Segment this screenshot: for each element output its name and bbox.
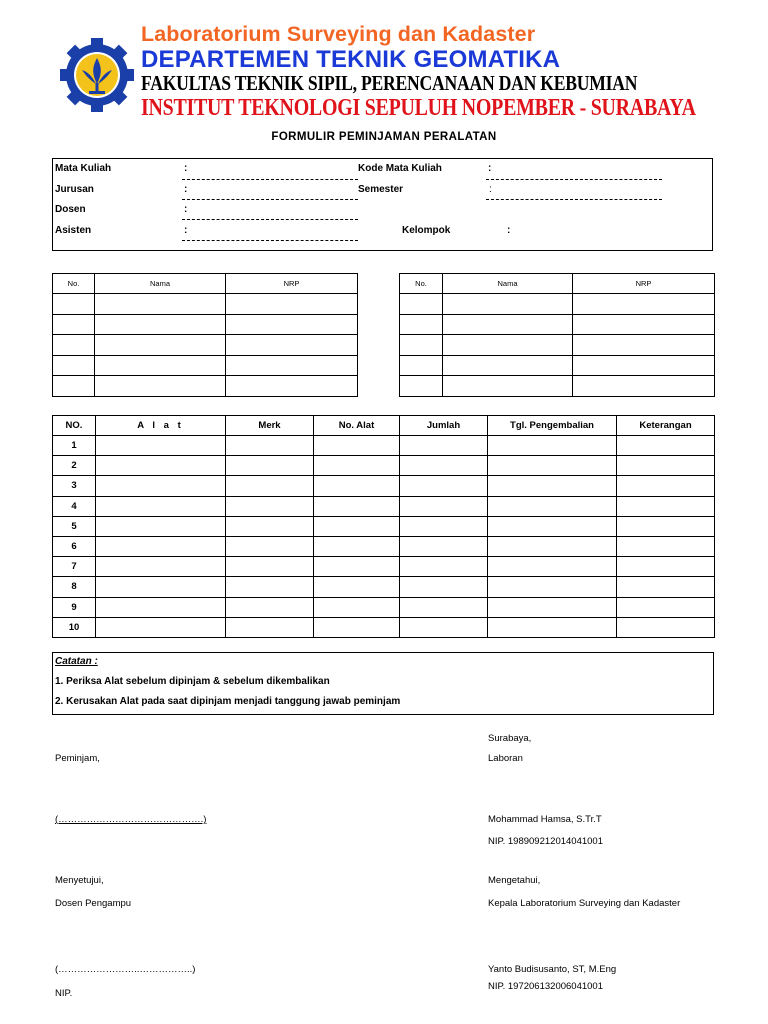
table-cell[interactable] [226, 536, 314, 556]
table-cell[interactable] [226, 335, 358, 356]
table-cell[interactable] [314, 557, 400, 577]
department-name: DEPARTEMEN TEKNIK GEOMATIKA [141, 46, 561, 73]
dosen-field[interactable] [182, 219, 358, 220]
colon: : [507, 225, 511, 236]
table-row [53, 617, 715, 637]
table-cell[interactable] [443, 355, 573, 376]
row-number: 4 [53, 496, 96, 516]
column-header-no: NO. [53, 416, 96, 436]
row-number: 2 [53, 456, 96, 476]
table-cell[interactable] [226, 577, 314, 597]
table-row [53, 294, 358, 315]
table-row [400, 294, 715, 315]
table-cell[interactable] [96, 516, 226, 536]
table-cell[interactable] [226, 456, 314, 476]
table-cell[interactable] [443, 314, 573, 335]
label-kode-mata-kuliah: Kode Mata Kuliah [358, 163, 442, 174]
lab-staff-nip: NIP. 198909212014041001 [488, 836, 603, 847]
column-header-tgl-pengembalian: Tgl. Pengembalian [488, 416, 617, 436]
table-cell[interactable] [617, 617, 715, 637]
its-logo [58, 36, 136, 114]
table-cell[interactable] [53, 335, 95, 356]
table-cell[interactable] [400, 456, 488, 476]
column-header-keterangan: Keterangan [617, 416, 715, 436]
table-cell[interactable] [617, 476, 715, 496]
jurusan-field[interactable] [182, 199, 358, 200]
table-cell[interactable] [400, 597, 488, 617]
faculty-name: FAKULTAS TEKNIK SIPIL, PERENCANAAN DAN KEBUMIAN [141, 71, 638, 95]
row-number: 6 [53, 536, 96, 556]
column-header: NRP [226, 274, 358, 294]
table-cell[interactable] [226, 376, 358, 397]
table-cell[interactable] [226, 617, 314, 637]
colon: : [184, 204, 188, 215]
table-cell[interactable] [488, 577, 617, 597]
column-header: NRP [573, 274, 715, 294]
column-header-no-alat: No. Alat [314, 416, 400, 436]
table-cell[interactable] [617, 456, 715, 476]
label-asisten: Asisten [55, 225, 92, 236]
table-cell[interactable] [617, 577, 715, 597]
table-row [53, 476, 715, 496]
table-cell[interactable] [573, 294, 715, 315]
city-label: Surabaya, [488, 733, 532, 744]
table-row [53, 376, 358, 397]
table-cell[interactable] [226, 597, 314, 617]
table-cell[interactable] [53, 314, 95, 335]
table-cell[interactable] [400, 294, 443, 315]
colon: : [488, 163, 492, 174]
member-table-left [52, 273, 358, 397]
label-semester: Semester [358, 184, 404, 195]
table-cell[interactable] [400, 516, 488, 536]
asisten-field[interactable] [182, 240, 358, 241]
table-cell[interactable] [617, 496, 715, 516]
table-cell[interactable] [96, 617, 226, 637]
column-header-jumlah: Jumlah [400, 416, 488, 436]
row-number: 9 [53, 597, 96, 617]
label-dosen: Dosen [55, 204, 86, 215]
table-cell[interactable] [573, 376, 715, 397]
row-number: 7 [53, 557, 96, 577]
table-row [53, 355, 358, 376]
table-cell[interactable] [488, 617, 617, 637]
table-cell[interactable] [443, 335, 573, 356]
table-cell[interactable] [226, 476, 314, 496]
table-cell[interactable] [400, 617, 488, 637]
table-cell[interactable] [443, 376, 573, 397]
table-cell[interactable] [314, 436, 400, 456]
acknowledge-label: Mengetahui, [488, 875, 541, 886]
table-cell[interactable] [314, 476, 400, 496]
lab-head-label: Kepala Laboratorium Surveying dan Kadaster [488, 898, 681, 909]
table-cell[interactable] [488, 496, 617, 516]
borrower-label: Peminjam, [55, 753, 100, 764]
row-number: 1 [53, 436, 96, 456]
table-cell[interactable] [314, 597, 400, 617]
column-header-alat: A l a t [96, 416, 226, 436]
table-cell[interactable] [443, 294, 573, 315]
table-cell[interactable] [96, 597, 226, 617]
column-header: Nama [443, 274, 573, 294]
table-cell[interactable] [400, 314, 443, 335]
institute-name: INSTITUT TEKNOLOGI SEPULUH NOPEMBER - SURABAYA [141, 95, 696, 121]
table-row [53, 577, 715, 597]
lab-name: Laboratorium Surveying dan Kadaster [141, 22, 536, 46]
table-cell[interactable] [488, 536, 617, 556]
member-table-right [399, 273, 715, 397]
table-cell[interactable] [400, 557, 488, 577]
table-cell[interactable] [53, 376, 95, 397]
table-cell[interactable] [53, 294, 95, 315]
row-number: 10 [53, 617, 96, 637]
table-row [53, 314, 358, 335]
table-cell[interactable] [400, 577, 488, 597]
lecturer-label: Dosen Pengampu [55, 898, 132, 909]
table-cell[interactable] [617, 436, 715, 456]
row-number: 5 [53, 516, 96, 536]
table-cell[interactable] [226, 314, 358, 335]
colon: : [184, 225, 188, 236]
table-cell[interactable] [95, 376, 226, 397]
lecturer-nip: NIP. [55, 988, 73, 999]
column-header: No. [400, 274, 443, 294]
table-cell[interactable] [96, 436, 226, 456]
approve-label: Menyetujui, [55, 875, 104, 886]
lab-staff-name: Mohammad Hamsa, S.Tr.T [488, 814, 602, 825]
table-cell[interactable] [488, 557, 617, 577]
form-title: FORMULIR PEMINJAMAN PERALATAN [271, 131, 497, 143]
table-cell[interactable] [314, 516, 400, 536]
column-header: No. [53, 274, 95, 294]
table-cell[interactable] [226, 516, 314, 536]
table-cell[interactable] [400, 335, 443, 356]
row-number: 3 [53, 476, 96, 496]
notes-title: Catatan : [55, 656, 98, 667]
table-cell[interactable] [400, 376, 443, 397]
table-row [400, 355, 715, 376]
note-item: 1. Periksa Alat sebelum dipinjam & sebelum dikembalikan [55, 676, 330, 687]
table-row [400, 335, 715, 356]
table-cell[interactable] [314, 577, 400, 597]
table-cell[interactable] [96, 557, 226, 577]
equipment-table [52, 415, 715, 638]
mata-kuliah-field[interactable] [182, 179, 358, 180]
table-cell[interactable] [95, 335, 226, 356]
table-cell[interactable] [95, 355, 226, 376]
borrower-signature-line[interactable]: (……………………………………….) [55, 814, 207, 825]
table-cell[interactable] [488, 597, 617, 617]
table-cell[interactable] [226, 355, 358, 376]
table-cell[interactable] [53, 355, 95, 376]
table-row [53, 597, 715, 617]
table-cell[interactable] [488, 436, 617, 456]
table-row [400, 314, 715, 335]
table-cell[interactable] [95, 314, 226, 335]
table-cell[interactable] [488, 456, 617, 476]
label-jurusan: Jurusan [55, 184, 94, 195]
table-cell[interactable] [400, 496, 488, 516]
table-cell[interactable] [488, 516, 617, 536]
table-cell[interactable] [96, 577, 226, 597]
table-cell[interactable] [573, 355, 715, 376]
table-cell[interactable] [96, 476, 226, 496]
table-row [53, 516, 715, 536]
table-cell[interactable] [96, 496, 226, 516]
table-cell[interactable] [573, 335, 715, 356]
kode-mk-field[interactable] [486, 179, 662, 180]
table-cell[interactable] [617, 597, 715, 617]
table-cell[interactable] [226, 436, 314, 456]
table-row [53, 335, 358, 356]
table-row [53, 456, 715, 476]
table-cell[interactable] [617, 536, 715, 556]
label-kelompok: Kelompok [402, 225, 451, 236]
row-number: 8 [53, 577, 96, 597]
table-row [53, 536, 715, 556]
table-cell[interactable] [400, 476, 488, 496]
lecturer-signature-line[interactable]: (……………………..……………..) [55, 964, 196, 975]
table-cell[interactable] [314, 536, 400, 556]
table-cell[interactable] [617, 516, 715, 536]
table-cell[interactable] [226, 294, 358, 315]
column-header: Nama [95, 274, 226, 294]
semester-field[interactable] [486, 199, 662, 200]
table-cell[interactable] [314, 456, 400, 476]
note-item: 2. Kerusakan Alat pada saat dipinjam menjadi tanggung jawab peminjam [55, 696, 401, 707]
table-cell[interactable] [400, 436, 488, 456]
table-cell[interactable] [617, 557, 715, 577]
table-row [400, 376, 715, 397]
table-row [53, 557, 715, 577]
colon: : [184, 163, 188, 174]
table-row [53, 496, 715, 516]
table-row [53, 436, 715, 456]
table-cell[interactable] [96, 536, 226, 556]
colon: : [184, 184, 188, 195]
lab-head-name: Yanto Budisusanto, ST, M.Eng [488, 964, 617, 975]
lab-head-nip: NIP. 197206132006041001 [488, 981, 603, 992]
table-cell[interactable] [95, 294, 226, 315]
table-cell[interactable] [314, 496, 400, 516]
table-cell[interactable] [226, 496, 314, 516]
table-cell[interactable] [488, 476, 617, 496]
table-cell[interactable] [400, 536, 488, 556]
table-cell[interactable] [573, 314, 715, 335]
table-cell[interactable] [226, 557, 314, 577]
colon: : [489, 184, 492, 195]
column-header-merk: Merk [226, 416, 314, 436]
table-cell[interactable] [96, 456, 226, 476]
label-mata-kuliah: Mata Kuliah [55, 163, 112, 174]
table-cell[interactable] [400, 355, 443, 376]
table-cell[interactable] [314, 617, 400, 637]
lab-staff-label: Laboran [488, 753, 523, 764]
